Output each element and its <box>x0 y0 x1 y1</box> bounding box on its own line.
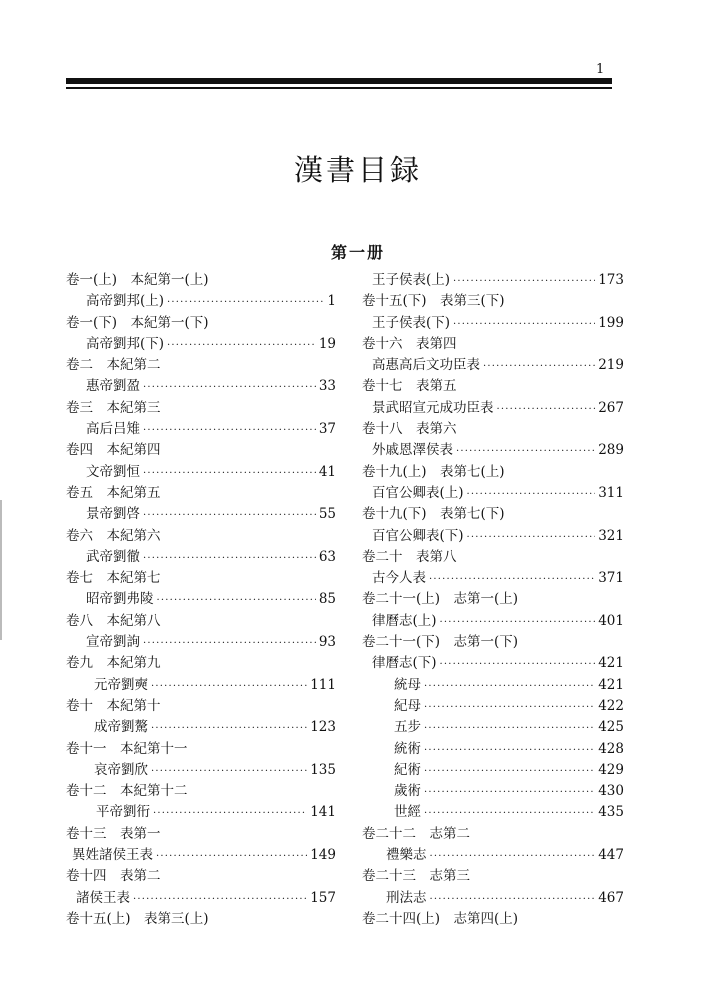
dot-leader <box>424 697 595 718</box>
dot-leader <box>424 740 595 761</box>
entry-title: 昭帝劉弗陵 <box>86 591 154 608</box>
page-title: 漢書目録 <box>293 153 422 187</box>
toc-entry <box>362 802 624 823</box>
dot-leader <box>143 463 316 484</box>
entry-page-number: 435 <box>598 804 624 821</box>
toc-chapter-heading <box>362 462 624 483</box>
toc-entry <box>66 675 336 696</box>
dot-leader <box>157 590 316 611</box>
dot-leader <box>156 846 307 867</box>
dot-leader <box>143 505 316 526</box>
entry-page-number: 467 <box>598 889 624 906</box>
entry-page-number: 371 <box>598 570 624 587</box>
dot-leader <box>167 292 324 313</box>
chapter-heading-text: 卷五 本紀第五 <box>66 484 161 501</box>
toc-chapter-heading <box>362 419 624 440</box>
toc-entry <box>362 717 624 738</box>
entry-page-number: 157 <box>310 889 336 906</box>
entry-title: 高后吕雉 <box>86 421 140 438</box>
entry-title: 惠帝劉盈 <box>86 378 140 395</box>
entry-page-number: 41 <box>318 463 336 480</box>
entry-title: 統母 <box>394 676 421 693</box>
entry-title: 哀帝劉欣 <box>94 761 148 778</box>
entry-title: 律曆志(上) <box>372 612 437 629</box>
entry-title: 異姓諸侯王表 <box>72 847 153 864</box>
toc-entry <box>362 526 624 547</box>
chapter-heading-text: 卷一(下) 本紀第一(下) <box>66 314 209 331</box>
chapter-heading-text: 卷十五(下) 表第三(下) <box>362 293 505 310</box>
chapter-heading-text: 卷十 本紀第十 <box>66 697 161 714</box>
entry-title: 景帝劉啓 <box>86 506 140 523</box>
entry-page-number: 141 <box>310 804 336 821</box>
toc-entry <box>362 888 624 909</box>
toc-chapter-heading <box>66 824 336 845</box>
toc-entry <box>362 781 624 802</box>
chapter-heading-text: 卷十四 表第二 <box>66 868 161 885</box>
entry-page-number: 425 <box>598 719 624 736</box>
header-rule-thick <box>66 78 612 84</box>
toc-entry <box>362 696 624 717</box>
entry-page-number: 123 <box>310 719 336 736</box>
chapter-heading-text: 卷二 本紀第二 <box>66 357 161 374</box>
chapter-heading-text: 卷一(上) 本紀第一(上) <box>66 272 209 288</box>
entry-page-number: 33 <box>318 378 336 395</box>
entry-page-number: 430 <box>598 783 624 800</box>
chapter-heading-text: 卷十一 本紀第十一 <box>66 740 188 757</box>
chapter-heading-text: 卷十六 表第四 <box>362 335 457 352</box>
entry-title: 紀母 <box>394 697 421 714</box>
toc-chapter-heading <box>66 611 336 632</box>
toc-entry <box>66 334 336 355</box>
entry-page-number: 422 <box>598 697 624 714</box>
dot-leader <box>467 484 596 505</box>
toc-chapter-heading <box>362 909 624 930</box>
chapter-heading-text: 卷二十二 志第二 <box>362 825 470 842</box>
toc-entry <box>362 739 624 760</box>
toc-entry <box>66 376 336 397</box>
entry-page-number: 1 <box>327 293 336 310</box>
dot-leader <box>430 846 596 867</box>
toc-chapter-heading <box>66 653 336 674</box>
toc-chapter-heading <box>362 504 624 525</box>
entry-title: 成帝劉驁 <box>94 719 148 736</box>
dot-leader <box>440 654 596 675</box>
page-number: 1 <box>596 62 605 77</box>
dot-leader <box>440 612 596 633</box>
entry-title: 高帝劉邦(下) <box>86 335 165 352</box>
entry-title: 百官公卿表(上) <box>372 484 464 501</box>
entry-page-number: 429 <box>598 761 624 778</box>
entry-page-number: 401 <box>598 612 624 629</box>
toc-right-column <box>362 270 624 930</box>
chapter-heading-text: 卷二十 表第八 <box>362 548 457 565</box>
entry-page-number: 111 <box>310 676 336 693</box>
entry-page-number: 19 <box>318 335 336 352</box>
toc-chapter-heading <box>66 696 336 717</box>
dot-leader <box>483 356 595 377</box>
entry-title: 武帝劉徹 <box>86 548 140 565</box>
toc-chapter-heading <box>362 547 624 568</box>
entry-page-number: 219 <box>598 357 624 374</box>
entry-page-number: 37 <box>318 421 336 438</box>
volume-heading: 第一册 <box>330 243 385 262</box>
dot-leader <box>453 314 595 335</box>
dot-leader <box>424 676 595 697</box>
toc-entry <box>66 802 336 823</box>
toc-entry <box>362 440 624 461</box>
entry-title: 百官公卿表(下) <box>372 527 464 544</box>
entry-page-number: 311 <box>598 484 624 501</box>
toc-chapter-heading <box>362 632 624 653</box>
toc-entry <box>362 355 624 376</box>
toc-chapter-heading <box>66 781 336 802</box>
chapter-heading-text: 卷八 本紀第八 <box>66 612 161 629</box>
entry-title: 高惠高后文功臣表 <box>372 357 480 374</box>
chapter-heading-text: 卷二十三 志第三 <box>362 868 470 885</box>
dot-leader <box>424 803 595 824</box>
chapter-heading-text: 卷二十一(上) 志第一(上) <box>362 591 519 608</box>
dot-leader <box>143 633 316 654</box>
entry-title: 景武昭宣元成功臣表 <box>372 399 494 416</box>
toc-entry <box>66 291 336 312</box>
entry-page-number: 135 <box>310 761 336 778</box>
entry-title: 五步 <box>394 719 421 736</box>
chapter-heading-text: 卷九 本紀第九 <box>66 655 161 672</box>
toc-chapter-heading <box>66 568 336 589</box>
dot-leader <box>143 548 316 569</box>
toc-entry <box>362 653 624 674</box>
binding-shadow <box>0 500 2 640</box>
toc-entry <box>66 547 336 568</box>
toc-chapter-heading <box>66 440 336 461</box>
toc-entry <box>362 760 624 781</box>
entry-title: 元帝劉奭 <box>94 676 148 693</box>
entry-title: 宣帝劉詢 <box>86 634 140 651</box>
toc-entry <box>362 398 624 419</box>
toc-entry <box>66 632 336 653</box>
toc-chapter-heading <box>362 334 624 355</box>
entry-title: 世經 <box>394 804 421 821</box>
toc-entry <box>66 717 336 738</box>
chapter-heading-text: 卷七 本紀第七 <box>66 570 161 587</box>
toc-entry <box>66 888 336 909</box>
toc-chapter-heading <box>362 376 624 397</box>
chapter-heading-text: 卷十三 表第一 <box>66 825 161 842</box>
toc-entry <box>362 611 624 632</box>
chapter-heading-text: 卷十八 表第六 <box>362 421 457 438</box>
entry-page-number: 63 <box>318 548 336 565</box>
toc-entry <box>362 270 624 291</box>
dot-leader <box>424 782 595 803</box>
toc-entry <box>66 419 336 440</box>
toc-entry <box>66 589 336 610</box>
chapter-heading-text: 卷十九(上) 表第七(上) <box>362 463 505 480</box>
dot-leader <box>424 718 595 739</box>
toc-entry <box>66 504 336 525</box>
entry-title: 諸侯王表 <box>76 889 130 906</box>
toc-left-column <box>66 270 336 930</box>
toc-entry <box>66 462 336 483</box>
entry-page-number: 421 <box>598 655 624 672</box>
toc-chapter-heading <box>66 313 336 334</box>
dot-leader <box>424 761 595 782</box>
toc-entry <box>362 313 624 334</box>
entry-page-number: 421 <box>598 676 624 693</box>
entry-page-number: 289 <box>598 442 624 459</box>
chapter-heading-text: 卷二十一(下) 志第一(下) <box>362 634 519 651</box>
toc-entry <box>362 568 624 589</box>
entry-page-number: 199 <box>598 314 624 331</box>
toc-chapter-heading <box>66 398 336 419</box>
entry-title: 紀術 <box>394 761 421 778</box>
entry-title: 古今人表 <box>372 570 426 587</box>
dot-leader <box>151 761 307 782</box>
toc-chapter-heading <box>66 355 336 376</box>
chapter-heading-text: 卷十九(下) 表第七(下) <box>362 506 505 523</box>
toc-chapter-heading <box>362 291 624 312</box>
chapter-heading-text: 卷六 本紀第六 <box>66 527 161 544</box>
entry-title: 外戚恩澤侯表 <box>372 442 453 459</box>
entry-title: 文帝劉恒 <box>86 463 140 480</box>
entry-page-number: 321 <box>598 527 624 544</box>
entry-title: 平帝劉衎 <box>96 804 150 821</box>
entry-title: 刑法志 <box>386 889 427 906</box>
entry-page-number: 173 <box>598 272 624 288</box>
dot-leader <box>133 889 307 910</box>
toc-entry <box>362 845 624 866</box>
chapter-heading-text: 卷十五(上) 表第三(上) <box>66 910 209 927</box>
toc-chapter-heading <box>362 866 624 887</box>
entry-page-number: 93 <box>318 634 336 651</box>
dot-leader <box>467 527 596 548</box>
chapter-heading-text: 卷十七 表第五 <box>362 378 457 395</box>
toc-entry <box>66 760 336 781</box>
entry-title: 歲術 <box>394 783 421 800</box>
dot-leader <box>153 803 307 824</box>
entry-title: 高帝劉邦(上) <box>86 293 165 310</box>
dot-leader <box>430 889 596 910</box>
entry-page-number: 428 <box>598 740 624 757</box>
entry-page-number: 149 <box>310 847 336 864</box>
chapter-heading-text: 卷十二 本紀第十二 <box>66 783 188 800</box>
entry-page-number: 85 <box>318 591 336 608</box>
toc-chapter-heading <box>66 483 336 504</box>
toc-chapter-heading <box>66 526 336 547</box>
dot-leader <box>456 441 595 462</box>
dot-leader <box>143 420 316 441</box>
header-rule-thin <box>66 87 612 89</box>
entry-title: 王子侯表(下) <box>372 314 451 331</box>
chapter-heading-text: 卷四 本紀第四 <box>66 442 161 459</box>
dot-leader <box>143 377 316 398</box>
dot-leader <box>167 335 316 356</box>
toc-chapter-heading <box>66 909 336 930</box>
entry-title: 律曆志(下) <box>372 655 437 672</box>
dot-leader <box>497 399 596 420</box>
toc-entry <box>362 675 624 696</box>
entry-title: 統術 <box>394 740 421 757</box>
toc-chapter-heading <box>66 270 336 291</box>
toc-chapter-heading <box>362 824 624 845</box>
toc-entry <box>66 845 336 866</box>
entry-page-number: 447 <box>598 847 624 864</box>
toc-entry <box>362 483 624 504</box>
dot-leader <box>453 271 595 292</box>
dot-leader <box>151 676 307 697</box>
entry-page-number: 55 <box>318 506 336 523</box>
toc-chapter-heading <box>362 589 624 610</box>
chapter-heading-text: 卷二十四(上) 志第四(上) <box>362 910 519 927</box>
toc-chapter-heading <box>66 739 336 760</box>
toc-chapter-heading <box>66 866 336 887</box>
chapter-heading-text: 卷三 本紀第三 <box>66 399 161 416</box>
entry-title: 禮樂志 <box>386 847 427 864</box>
entry-title: 王子侯表(上) <box>372 272 451 288</box>
entry-page-number: 267 <box>598 399 624 416</box>
header-rule <box>66 78 612 89</box>
dot-leader <box>151 718 307 739</box>
dot-leader <box>429 569 595 590</box>
